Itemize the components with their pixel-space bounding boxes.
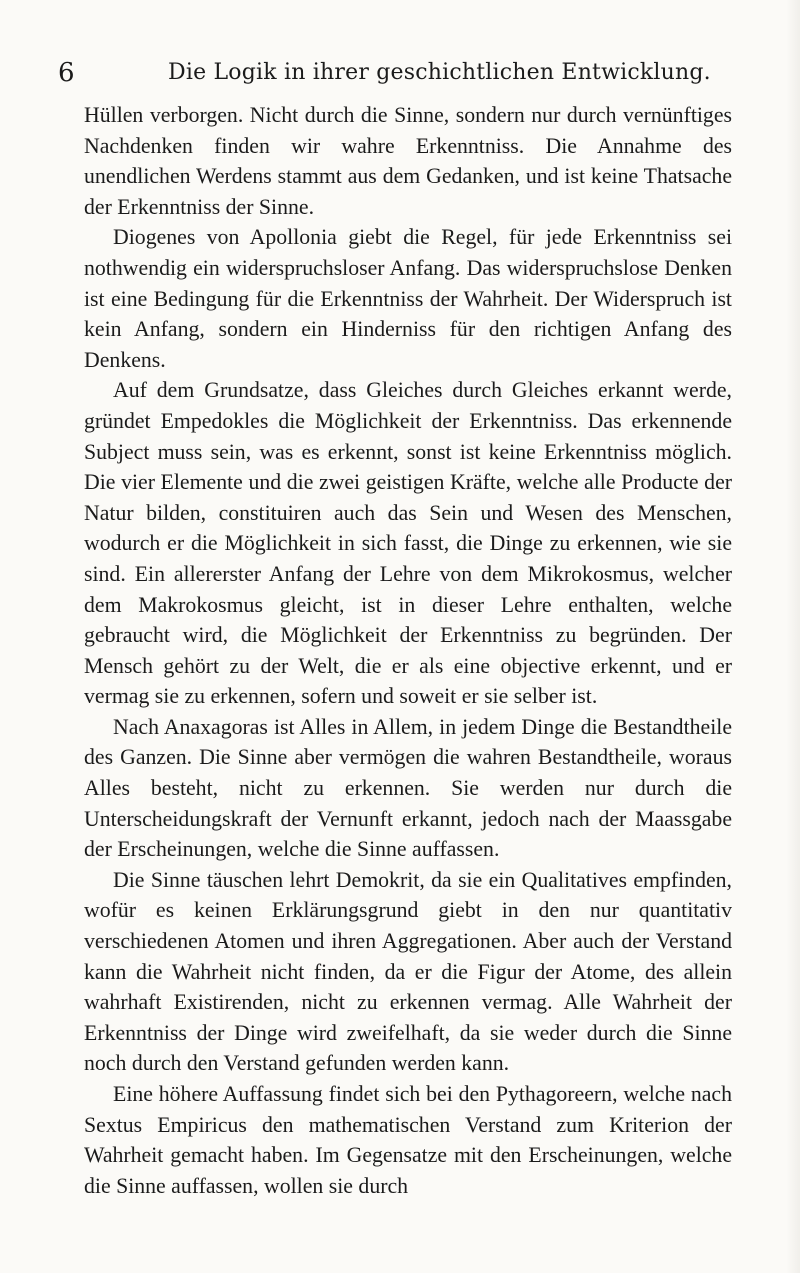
paragraph: Nach Anaxagoras ist Alles in Allem, in jedem Dinge die Bestandtheile des Ganzen. Die Sinne aber vermögen die wahren Bestandtheile, woraus Alles besteht, nicht zu erkennen. Sie werden nur durch die Unterscheidungskraft der Vernunft erkannt, jedoch nach der Maassgabe der Erscheinungen, welche die Sinne auffassen. (84, 714, 732, 862)
page-edge-shadow (786, 0, 800, 1273)
running-head (58, 58, 748, 88)
paragraph: Hüllen verborgen. Nicht durch die Sinne, sondern nur durch vernünftiges Nachdenken finden wir wahre Erkenntniss. Die Annahme des unendlichen Werdens stammt aus dem Gedanken, und ist keine Thatsache der Erkenntniss der Sinne. (84, 103, 732, 219)
paragraph: Auf dem Grundsatze, dass Gleiches durch Gleiches erkannt werde, gründet Empedokles die Möglichkeit der Erkenntniss. Das erkennende Subject muss sein, was es erkennt, sonst ist keine Erkenntniss möglich. Die vier Elemente und die zwei geistigen Kräfte, welche alle Producte der Natur bilden, constituiren auch das Sein und Wesen des Menschen, wodurch er die Möglichkeit in sich fasst, die Dinge zu erkennen, wie sie sind. Ein allererster Anfang der Lehre von dem Mikrokosmus, welcher dem Makrokosmus gleicht, ist in dieser Lehre enthalten, welche gebraucht wird, die Möglichkeit der Erkenntniss zu begründen. Der Mensch gehört zu der Welt, die er als eine objective erkennt, und er vermag sie zu erkennen, sofern und soweit er sie selber ist. (84, 378, 732, 709)
paragraph: Eine höhere Auffassung findet sich bei den Pythagoreern, welche nach Sextus Empiricus den mathematischen Verstand zum Kriterion der Wahrheit gemacht haben. Im Gegensatze mit den Erscheinungen, welche die Sinne auffassen, wollen sie durch (84, 1082, 732, 1198)
body-text (84, 100, 732, 1201)
paragraph: Die Sinne täuschen lehrt Demokrit, da sie ein Qualitatives empfinden, wofür es keinen Erklärungsgrund giebt in den nur quantitativ verschiedenen Atomen und ihren Aggregationen. Aber auch der Verstand kann die Wahrheit nicht finden, da er die Figur der Atome, des allein wahrhaft Existirenden, nicht zu erkennen vermag. Alle Wahrheit der Erkenntniss der Dinge wird zweifelhaft, da sie weder durch die Sinne noch durch den Verstand gefunden werden kann. (84, 867, 732, 1076)
paragraph: Diogenes von Apollonia giebt die Regel, für jede Erkenntniss sei nothwendig ein widerspruchsloser Anfang. Das widerspruchslose Denken ist eine Bedingung für die Erkenntniss der Wahrheit. Der Widerspruch ist kein Anfang, sondern ein Hinderniss für den richtigen Anfang des Denkens. (84, 225, 732, 372)
page-number: 6 (58, 58, 75, 88)
running-title: Die Logik in ihrer geschichtlichen Entwicklung. (168, 60, 711, 85)
